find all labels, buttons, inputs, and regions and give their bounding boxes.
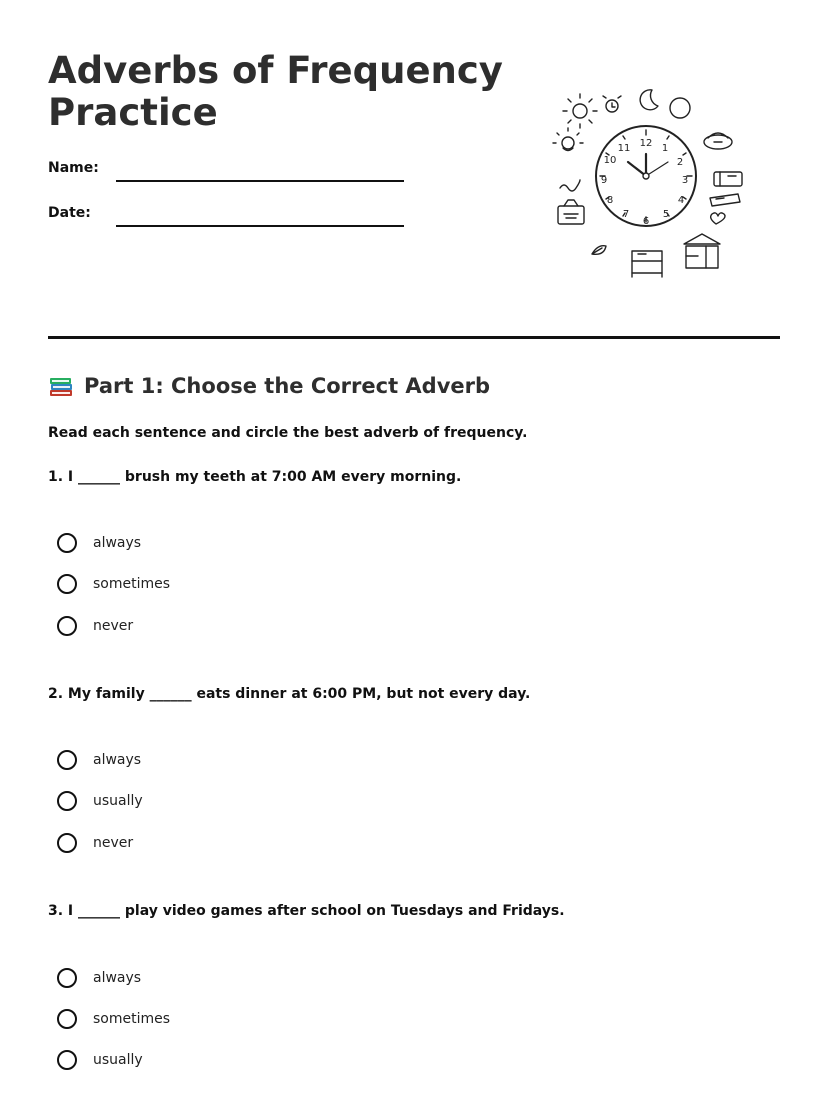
dinner-icon [704, 133, 732, 149]
title-line-2: Practice [48, 91, 218, 134]
option-label: always [93, 752, 142, 768]
q1-option-2[interactable] [57, 574, 170, 594]
full-moon-icon [670, 98, 690, 118]
clock-number-2: 2 [676, 157, 684, 168]
date-field[interactable] [116, 225, 404, 227]
clock-illustration [548, 86, 748, 281]
option-label: never [93, 835, 134, 851]
leaf-icon [592, 246, 606, 255]
part1-instructions: Read each sentence and circle the best adverb of frequency. [48, 425, 528, 441]
radio-button[interactable] [57, 533, 77, 553]
radio-button[interactable] [57, 833, 77, 853]
sun-icon [563, 94, 597, 128]
radio-button[interactable] [57, 1009, 77, 1029]
clock-number-9: 9 [600, 175, 608, 186]
sunrise-icon [553, 128, 583, 151]
q2-option-2[interactable] [57, 791, 143, 811]
option-label: always [93, 970, 142, 986]
option-label: sometimes [93, 1011, 171, 1027]
option-label: never [93, 618, 134, 634]
q3-option-3[interactable] [57, 1050, 143, 1070]
option-label: sometimes [93, 576, 171, 592]
radio-button[interactable] [57, 1050, 77, 1070]
moon-icon [640, 90, 658, 110]
clock-number-11: 11 [617, 143, 631, 154]
q3-option-2[interactable] [57, 1009, 170, 1029]
q2-option-1[interactable] [57, 750, 141, 770]
radio-button[interactable] [57, 750, 77, 770]
clock-number-8: 8 [606, 195, 614, 206]
radio-button[interactable] [57, 968, 77, 988]
toothbrush-icon [710, 194, 740, 206]
option-label: always [93, 535, 142, 551]
clock-number-7: 7 [622, 209, 630, 220]
q3-option-1[interactable] [57, 968, 141, 988]
radio-button[interactable] [57, 791, 77, 811]
question-2: 2. My family ______ eats dinner at 6:00 PM, but not every day. [48, 686, 531, 702]
clock-number-10: 10 [603, 155, 617, 166]
date-label: Date: [48, 205, 91, 221]
question-3: 3. I ______ play video games after school on Tuesdays and Fridays. [48, 903, 565, 919]
clock-number-4: 4 [677, 195, 685, 206]
radio-button[interactable] [57, 574, 77, 594]
clock-number-6: 6 [642, 216, 650, 227]
name-field[interactable] [116, 180, 404, 182]
question-1: 1. I ______ brush my teeth at 7:00 AM every morning. [48, 469, 462, 485]
option-label: usually [93, 1052, 143, 1068]
bus-icon [714, 172, 742, 186]
radio-icon [558, 200, 584, 224]
clock-number-5: 5 [662, 209, 670, 220]
worm-icon [560, 180, 580, 191]
part1-heading-text: Part 1: Choose the Correct Adverb [84, 374, 491, 398]
option-label: usually [93, 793, 143, 809]
q1-option-1[interactable] [57, 533, 141, 553]
worksheet-title [48, 50, 503, 134]
part1-heading [48, 373, 490, 399]
clock-number-1: 1 [661, 143, 669, 154]
clock-number-3: 3 [681, 175, 689, 186]
title-line-1: Adverbs of Frequency [48, 49, 503, 92]
name-label: Name: [48, 160, 99, 176]
q1-option-3[interactable] [57, 616, 133, 636]
heart-icon [711, 213, 725, 224]
bed-icon [632, 251, 662, 277]
alarm-clock-icon [603, 96, 621, 112]
radio-button[interactable] [57, 616, 77, 636]
q2-option-3[interactable] [57, 833, 133, 853]
desk-icon [684, 234, 720, 268]
section-divider [48, 336, 780, 339]
clock-number-12: 12 [639, 138, 653, 149]
books-icon [48, 373, 74, 399]
